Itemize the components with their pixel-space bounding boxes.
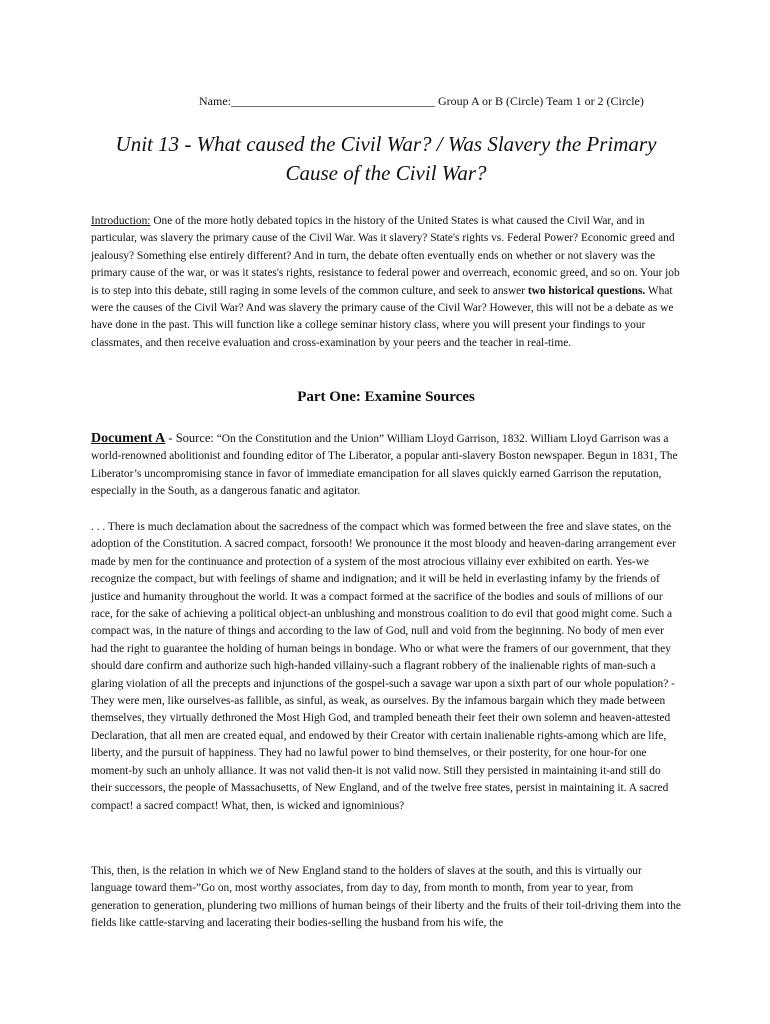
document-a-excerpt-paragraph-2: This, then, is the relation in which we of New England stand to the holders of slaves at the south, and this is virtually our language toward them-”Go on, most worthy associates, from day to day, from month to month, from year to year, from generation to generation, plundering two millions of human beings of their liberty and the fruits of their toil-driving them into the fields like cattle-starving and lacerating their bodies-selling the husband from his wife, the	[91, 865, 681, 930]
document-a-source-text: “On the Constitution and the Union” William Lloyd Garrison, 1832. William Lloyd Garrison was a world-renowned abolitionist and founding editor of The Liberator, a popular anti-slavery Boston newspaper. Begun in 1831, The Liberator’s uncompromising stance in favor of immediate emancipation for all slaves quickly earned Garrison the reputation, especially in the South, as a dangerous fanatic and agitator.	[91, 433, 678, 498]
introduction-label: Introduction:	[91, 215, 151, 227]
document-a-label: Document A	[91, 431, 166, 446]
name-group-team-line: Name:__________________________________ Group A or B (Circle) Team 1 or 2 (Circle)	[199, 94, 644, 108]
part-one-heading: Part One: Examine Sources	[297, 389, 475, 405]
introduction-paragraph	[91, 213, 681, 352]
document-a-dash: -	[165, 431, 176, 445]
document-a-source-word: Source:	[175, 431, 214, 445]
document-a-excerpt-paragraph-1: . . . There is much declamation about the sacredness of the compact which was formed between the free and slave states, on the adoption of the Constitution. A sacred compact, forsooth! We pronounce it the most bloody and heaven-daring arrangement ever made by men for the continuance and protection of a system of the most atrocious villainy ever exhibited on earth. Yes-we recognize the compact, but with feelings of shame and indignation; and it will be held in everlasting infamy by the friends of justice and humanity throughout the world. It was a compact formed at the sacrifice of the bodies and souls of millions of our race, for the sake of achieving a political object-an unblushing and monstrous coalition to do evil that good might come. Such a compact was, in the nature of things and according to the law of God, null and void from the beginning. No body of men ever had the right to guarantee the holding of human beings in bondage. Who or what were the framers of our government, that they should dare confirm and authorize such high-handed villainy-such a flagrant robbery of the inalienable rights of man-such a glaring violation of all the precepts and injunctions of the gospel-such a savage war upon a sixth part of our whole population? -They were men, like ourselves-as fallible, as sinful, as weak, as ourselves. By the infamous bargain which they made between themselves, they virtually dethroned the Most High God, and trampled beneath their feet their own solemn and heaven-attested Declaration, that all men are created equal, and endowed by their Creator with certain inalienable rights-among which are life, liberty, and the pursuit of happiness. They had no lawful power to bind themselves, or their posterity, for one hour-for one moment-by such an unholy alliance. It was not valid then-it is not valid now. Still they persisted in maintaining it-and still do their successors, the people of Massachusetts, of New England, and of the twelve free states, persist in maintaining it. A sacred compact! a sacred compact! What, then, is wicked and ignominious?	[91, 521, 677, 812]
introduction-bold-phrase: two historical questions.	[527, 284, 646, 297]
page-title: Unit 13 - What caused the Civil War? / Was Slavery the Primary Cause of the Civil War?	[115, 132, 657, 185]
document-a-source-paragraph	[91, 430, 681, 501]
introduction-text-part1: One of the more hotly debated topics in the history of the United States is what caused the Civil War, and in particular, was slavery the primary cause of the Civil War. Was it slavery? State's rights vs. Federal Power? Economic greed and jealousy? Something else entirely different? And in turn, the debate often eventually ends on whether or not slavery was the primary cause of the war, or was it states's rights, resistance to federal power and overreach, economic greed, and so on. Your job is to step into this debate, still raging in some levels of the common culture, and seek to answer	[91, 215, 680, 297]
introduction-text-part2: What were the causes of the Civil War? And was slavery the primary cause of the Civil War? However, this will not be a debate as we have done in the past. This will function like a college seminar history class, where you will present your findings to your classmates, and then receive evaluation and cross-examination by your peers and the teacher in real-time.	[91, 284, 674, 349]
